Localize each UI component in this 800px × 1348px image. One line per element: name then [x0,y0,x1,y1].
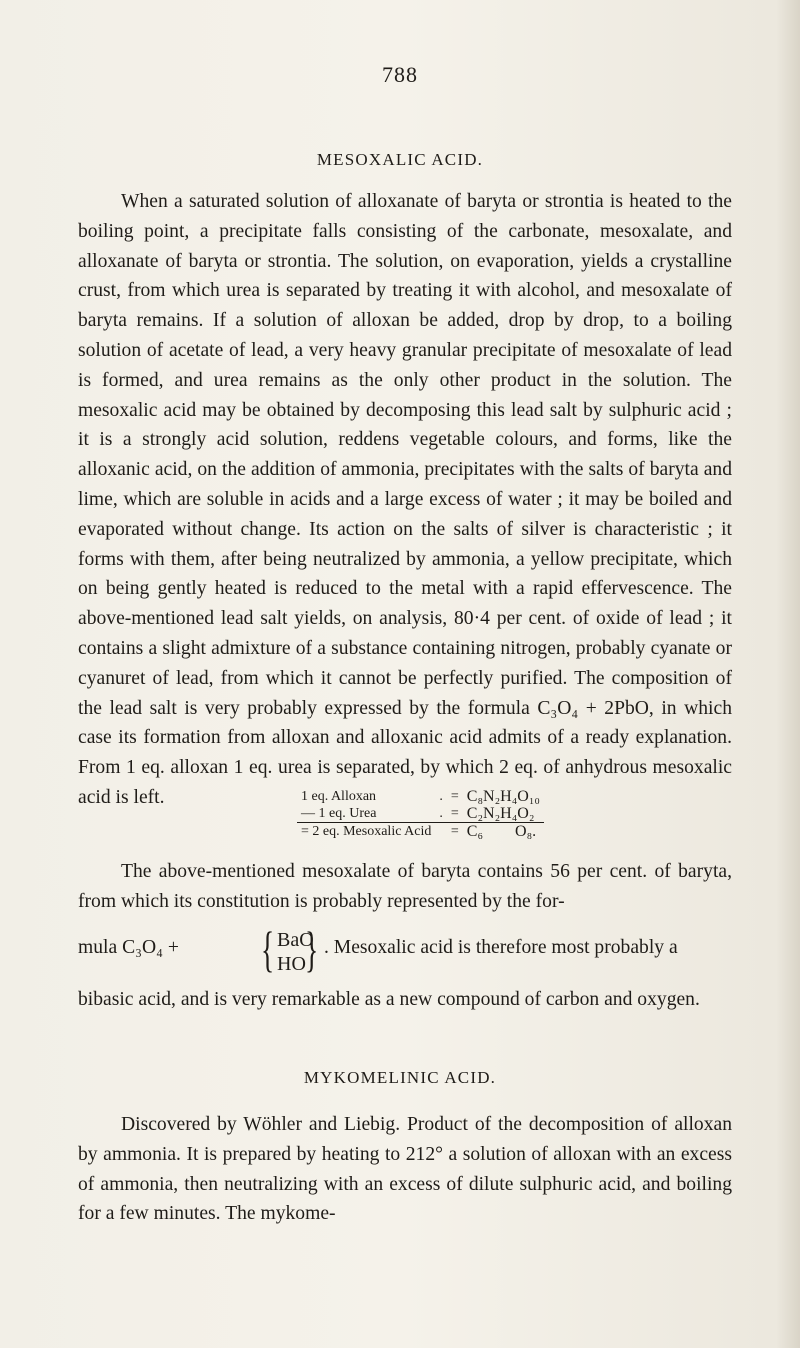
brace-top-term: BaO [277,929,314,951]
brace-line-after: . Mesoxalic acid is therefore most probably a [324,937,678,958]
equation-sign: = [447,805,463,823]
equation-label: = 2 eq. Mesoxalic Acid [301,824,432,839]
equation-row [297,788,544,805]
left-brace-icon: { [261,921,275,977]
section-heading-mykomelinic: MYKOMELINIC ACID. [303,1068,497,1087]
equation-dots: . [435,805,447,823]
brace-bottom-term: HO [277,953,306,975]
paragraph-mesoxalic: When a saturated solution of alloxanate of baryta or strontia is heated to the boiling point, a precipitate falls consisting of the carbonate, mesoxalate, and alloxanate of baryta or strontia. The solution, on evaporation, yields a crystalline crust, from which urea is separated by treating it with alcohol, and mesoxalate of baryta remains. If a solution of alloxan be added, drop by drop, to a boiling solution of acetate of lead, a very heavy granular precipitate of mesoxalate of lead is formed, and urea remains as the only other product in the solution. The mesoxalic acid may be obtained by decomposing this lead salt by sulphuric acid ; it is a strongly acid solution, reddens vegetable colours, and forms, like the alloxanic acid, on the addition of ammonia, precipitates with the salts of baryta and lime, which are soluble in acids and a large excess of water ; it may be boiled and evaporated without change. Its action on the salts of silver is characteristic ; it forms with them, after being neutralized by ammonia, a yellow precipitate, which on being gently heated is reduced to the metal with a rapid effervescence. The above-mentioned lead salt yields, on analysis, 80·4 per cent. of oxide of lead ; it contains a slight admixture of a substance containing nitrogen, probably cyanate or cyanuret of lead, from which it cannot be perfectly purified. The composition of the lead salt is very probably expressed by the formula C₃O₄ + 2PbO, in which case its formation from alloxan and alloxanic acid admits of a ready explanation. From 1 eq. alloxan 1 eq. urea is separated, by which 2 eq. of anhydrous mesoxalic acid is left. [78,191,732,808]
brace-line-before: mula C₃O₄ + [78,937,179,958]
right-brace-icon: } [305,921,319,977]
section-heading-mesoxalic: MESOXALIC ACID. [316,150,484,169]
equation-dots [435,823,447,841]
equation-row [297,823,544,841]
equation-label: — 1 eq. Urea [297,805,435,823]
brace-formula [261,921,319,979]
page-number: 788 [382,62,418,87]
equation-row [297,805,544,823]
equation-label: 1 eq. Alloxan [301,789,377,804]
equation-table [297,788,544,840]
paragraph-mykomelinic: Discovered by Wöhler and Liebig. Product of the decomposition of alloxan by ammonia. It is prepared by heating to 212° a solution of alloxan with an excess of ammonia, then neutralizing with an excess of dilute sulphuric acid, and boiling for a few minutes. The mykome- [78,1114,732,1225]
equation-dots: . [439,789,443,804]
equation-formula: C₆ O₈. [466,823,537,840]
paragraph-mesoxalate-baryta: The above-mentioned mesoxalate of baryta contains 56 per cent. of baryta, from which its constitution is probably represented by the for- [78,861,732,912]
equation-formula: C₈N₂H₄O₁₀ [466,788,541,805]
equation-sign: = [450,789,459,804]
equation-sign: = [450,824,459,839]
brace-formula-line [78,921,732,981]
equation-formula: C₂N₂H₄O₂ [463,805,544,823]
paragraph-bibasic: bibasic acid, and is very remarkable as a new compound of carbon and oxygen. [78,989,700,1010]
